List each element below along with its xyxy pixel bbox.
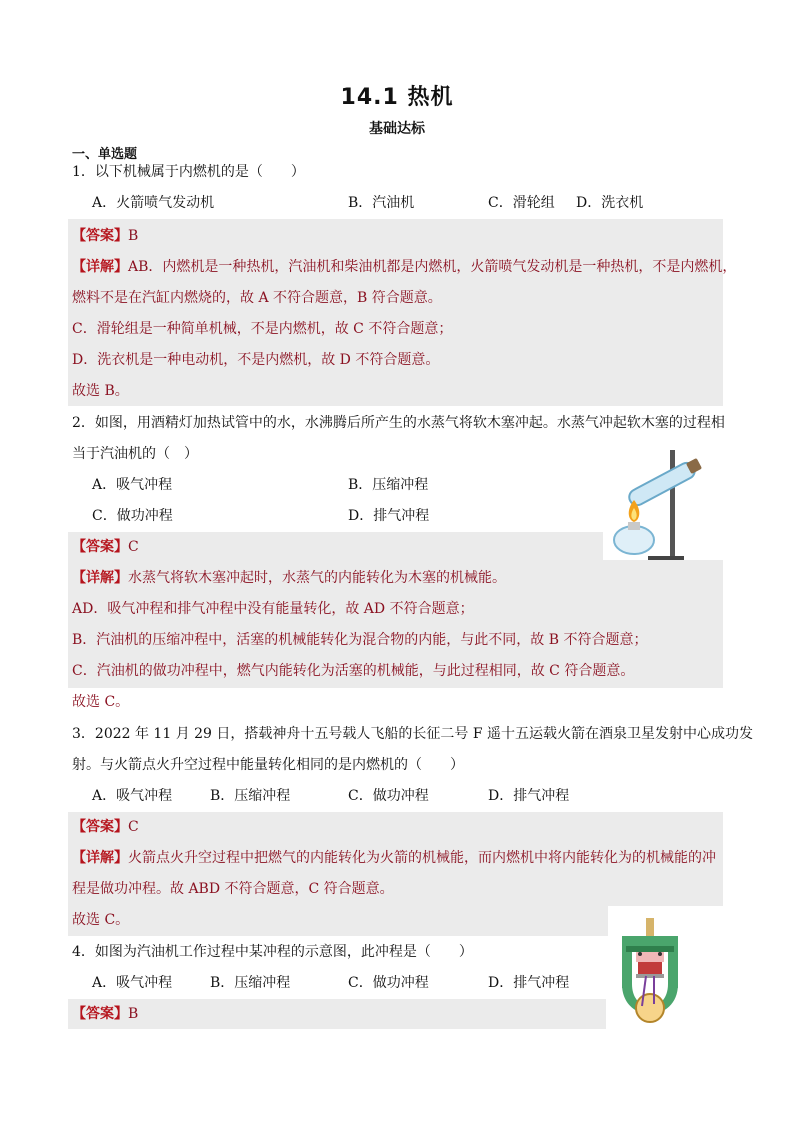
page-title: 14.1 热机 (340, 85, 454, 110)
q3-answer: 【答案】C (72, 819, 139, 835)
engine-cylinder-figure (612, 914, 688, 1036)
q2-stem-1: 2．如图，用酒精灯加热试管中的水，水沸腾后所产生的水蒸气将软木塞冲起。水蒸气冲起软木塞的过程相 (72, 415, 725, 431)
q4-answer-block (68, 999, 606, 1029)
q2-option-d: D．排气冲程 (348, 508, 430, 524)
q1-answer-block (68, 219, 723, 406)
q4-option-a: A．吸气冲程 (92, 975, 173, 991)
q2-option-a: A．吸气冲程 (92, 477, 173, 493)
q1-detail-1: 【详解】AB．内燃机是一种热机，汽油机和柴油机都是内燃机，火箭喷气发动机是一种热机，不是内燃机， (72, 259, 737, 275)
q1-detail-3: C．滑轮组是一种简单机械，不是内燃机，故 C 不符合题意； (72, 321, 453, 337)
q2-answer-band-short (68, 532, 603, 560)
q3-detail-1: 【详解】火箭点火升空过程中把燃气的内能转化为火箭的机械能，而内燃机中将内能转化为的机械能的冲 (72, 850, 716, 866)
q2-option-b: B．压缩冲程 (348, 477, 429, 493)
q4-option-b: B．压缩冲程 (210, 975, 291, 991)
q1-conclusion: 故选 B。 (72, 383, 129, 399)
q4-answer: 【答案】B (72, 1006, 139, 1022)
q2-detail-3: B．汽油机的压缩冲程中，活塞的机械能转化为混合物的内能，与此不同，故 B 不符合题意； (72, 632, 648, 648)
q4-option-c: C．做功冲程 (348, 975, 429, 991)
q1-option-b: B．汽油机 (348, 195, 415, 211)
q1-detail-4: D．洗衣机是一种电动机，不是内燃机，故 D 不符合题意。 (72, 352, 440, 368)
q2-conclusion: 故选 C。 (72, 694, 130, 710)
q2-detail-2: AD．吸气冲程和排气冲程中没有能量转化，故 AD 不符合题意； (72, 601, 474, 617)
q1-option-d: D．洗衣机 (576, 195, 644, 211)
section-heading: 一、单选题 (72, 147, 138, 162)
q1-stem: 1．以下机械属于内燃机的是（ ） (72, 164, 305, 180)
alcohol-lamp-test-tube-figure (600, 448, 720, 566)
q4-option-d: D．排气冲程 (488, 975, 570, 991)
q3-option-a: A．吸气冲程 (92, 788, 173, 804)
q4-stem: 4．如图为汽油机工作过程中某冲程的示意图，此冲程是（ ） (72, 944, 473, 960)
q2-stem-2: 当于汽油机的（ ） (72, 446, 198, 462)
q3-conclusion: 故选 C。 (72, 912, 130, 928)
q3-conclusion-band (68, 906, 608, 936)
q2-option-c: C．做功冲程 (92, 508, 173, 524)
q3-detail-2: 程是做功冲程。故 ABD 不符合题意，C 符合题意。 (72, 881, 394, 897)
q3-option-c: C．做功冲程 (348, 788, 429, 804)
q3-option-d: D．排气冲程 (488, 788, 570, 804)
page-subtitle: 基础达标 (369, 121, 425, 137)
q2-answer: 【答案】C (72, 539, 139, 555)
q2-detail-4: C．汽油机的做功冲程中，燃气内能转化为活塞的机械能，与此过程相同，故 C 符合题意。 (72, 663, 635, 679)
q1-option-a: A．火箭喷气发动机 (92, 195, 215, 211)
q1-option-c: C．滑轮组 (488, 195, 555, 211)
q3-option-b: B．压缩冲程 (210, 788, 291, 804)
q3-stem-2: 射。与火箭点火升空过程中能量转化相同的是内燃机的（ ） (72, 757, 464, 773)
q3-stem-1: 3．2022 年 11 月 29 日，搭载神舟十五号载人飞船的长征二号 F 遥十五运载火箭在酒泉卫星发射中心成功发 (72, 726, 754, 742)
q1-detail-2: 燃料不是在汽缸内燃烧的，故 A 不符合题意，B 符合题意。 (72, 290, 442, 306)
q2-detail-1: 【详解】水蒸气将软木塞冲起时，水蒸气的内能转化为木塞的机械能。 (72, 570, 506, 586)
q1-answer: 【答案】B (72, 228, 139, 244)
